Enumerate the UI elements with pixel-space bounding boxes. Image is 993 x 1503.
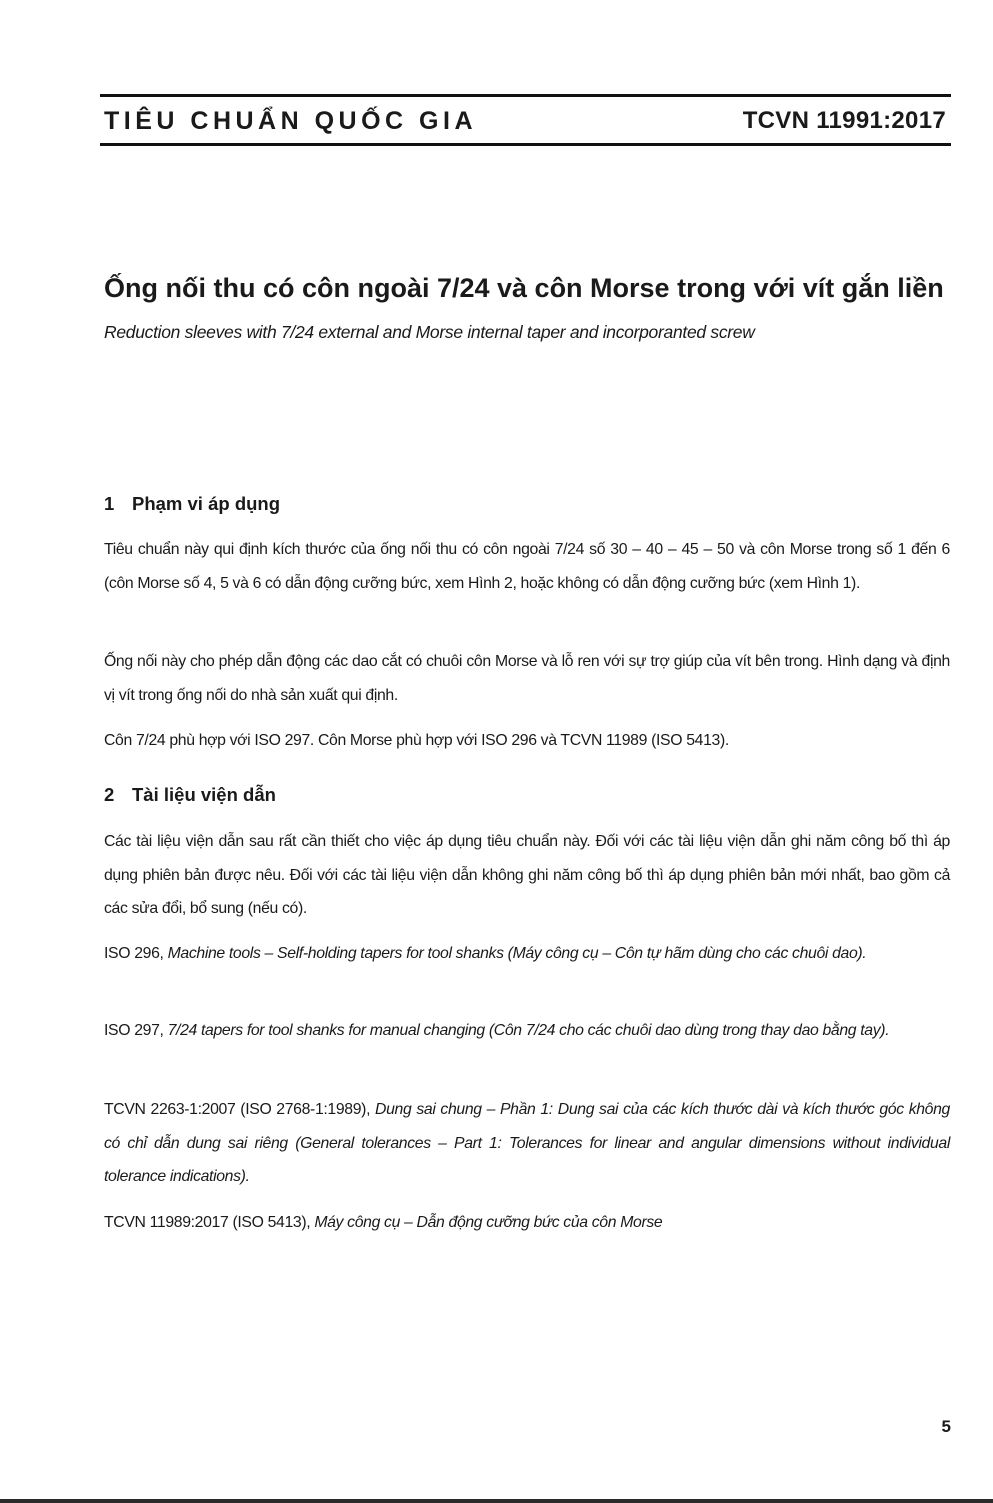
section-2-paragraph-1: Các tài liệu viện dẫn sau rất cần thiết cho việc áp dụng tiêu chuẩn này. Đối với các tài liệu viện dẫn ghi năm công bố thì áp dụng phiên bản được nêu. Đối với các tài liệu viện dẫn không ghi năm công bố thì áp dụng phiên bản mới nhất, bao gồm cả các sửa đổi, bổ sung (nếu có).: [104, 833, 950, 917]
reference-iso-297: [104, 1014, 950, 1048]
reference-code: ISO 297,: [104, 1022, 168, 1039]
section-2-number: 2: [104, 784, 115, 805]
document-title: Ống nối thu có côn ngoài 7/24 và côn Morse trong với vít gắn liền: [104, 273, 944, 303]
reference-title: Machine tools – Self-holding tapers for tool shanks (Máy công cụ – Côn tự hãm dùng cho các chuôi dao).: [167, 945, 867, 962]
reference-code: TCVN 2263-1:2007 (ISO 2768-1:1989),: [104, 1101, 376, 1118]
section-2-heading: [104, 784, 276, 806]
header-top-rule: [100, 94, 951, 97]
reference-title: Máy công cụ – Dẫn động cưỡng bức của côn Morse: [314, 1214, 663, 1231]
section-1-paragraph-3: Côn 7/24 phù hợp với ISO 297. Côn Morse phù hợp với ISO 296 và TCVN 11989 (ISO 5413).: [104, 732, 729, 749]
standard-number: TCVN 11991:2017: [742, 107, 946, 134]
document-subtitle-english: Reduction sleeves with 7/24 external and Morse internal taper and incorporanted screw: [104, 322, 755, 342]
reference-title: 7/24 tapers for tool shanks for manual changing (Côn 7/24 cho các chuôi dao dùng trong thay dao bằng tay).: [167, 1022, 890, 1039]
standard-type-label: TIÊU CHUẨN QUỐC GIA: [104, 107, 477, 135]
scan-bottom-edge: [0, 1499, 993, 1503]
section-1-paragraph-2: Ống nối này cho phép dẫn động các dao cắt có chuôi côn Morse và lỗ ren với sự trợ giúp của vít bên trong. Hình dạng và định vị vít trong ống nối do nhà sản xuất qui định.: [104, 653, 950, 704]
reference-iso-296: [104, 937, 950, 971]
reference-tcvn-11989: [104, 1206, 950, 1240]
section-2-title: Tài liệu viện dẫn: [132, 784, 276, 805]
reference-title: Dung sai chung – Phần 1: Dung sai của các kích thước dài và kích thước góc không có chỉ dẫn dung sai riêng (General tolerances – Part 1: Tolerances for linear and angular dimensions without individual tolerance indications).: [104, 1101, 950, 1185]
section-1-number: 1: [104, 493, 115, 514]
section-1-heading: [104, 493, 280, 515]
reference-code: ISO 296,: [104, 945, 168, 962]
reference-tcvn-2263-1: [104, 1093, 950, 1194]
page-number: 5: [941, 1417, 951, 1436]
section-1-paragraph-1: Tiêu chuẩn này qui định kích thước của ống nối thu có côn ngoài 7/24 số 30 – 40 – 45 – 50 và côn Morse trong số 1 đến 6 (côn Morse số 4, 5 và 6 có dẫn động cưỡng bức, xem Hình 2, hoặc không có dẫn động cưỡng bức (xem Hình 1).: [104, 541, 950, 592]
header-bottom-rule: [100, 143, 951, 146]
section-1-title: Phạm vi áp dụng: [132, 493, 281, 514]
reference-code: TCVN 11989:2017 (ISO 5413),: [104, 1214, 315, 1231]
